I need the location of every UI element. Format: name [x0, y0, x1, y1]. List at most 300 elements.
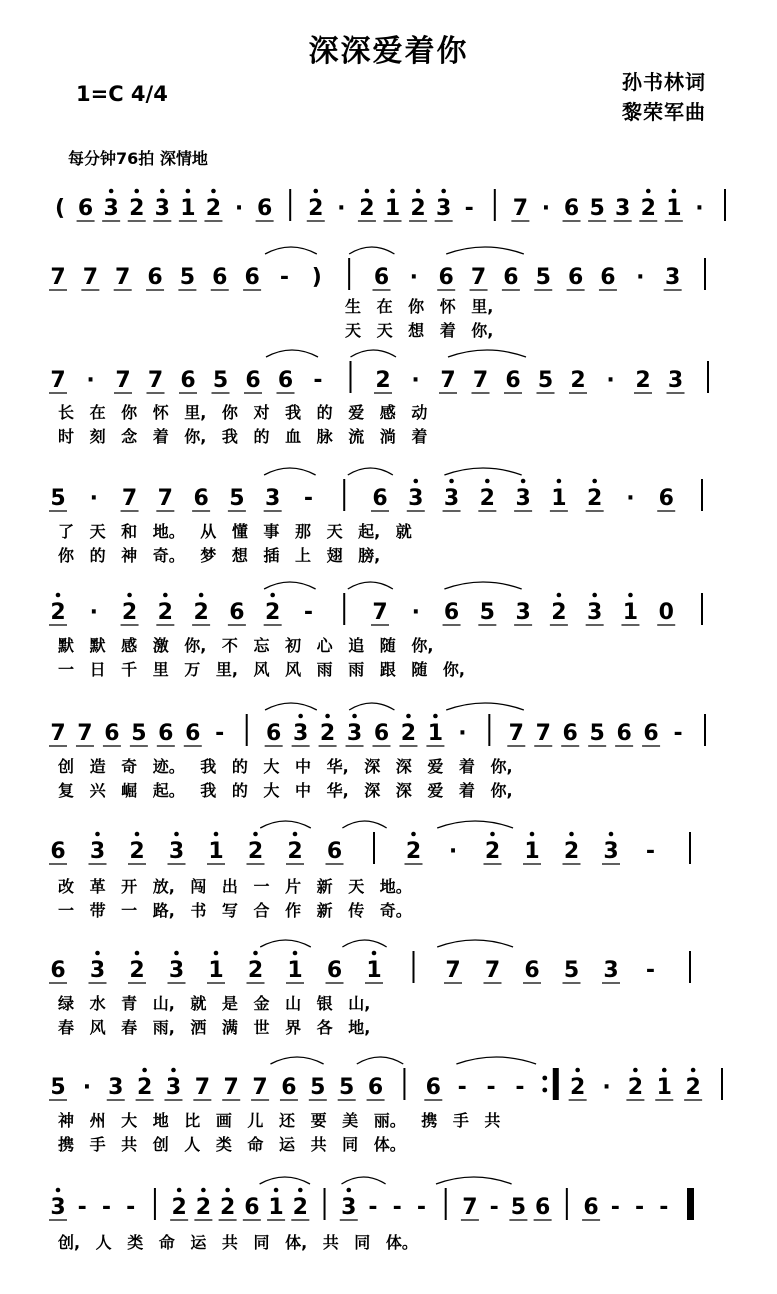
octave-dot — [95, 951, 100, 956]
note: 6 — [583, 1195, 599, 1220]
note: 3 — [168, 839, 185, 864]
lyric-row: 一 日 千 里 万 里, 风 风 雨 雨 跟 随 你, — [58, 660, 466, 679]
note: 6 — [77, 196, 94, 221]
note: 3 — [587, 600, 603, 625]
slur-arc — [349, 247, 394, 254]
octave-dot — [416, 189, 421, 194]
note: ) — [311, 265, 322, 290]
dash-note: - — [464, 196, 474, 221]
octave-dot — [372, 951, 377, 956]
octave-dot — [313, 189, 318, 194]
note: 3 — [154, 196, 170, 221]
lyric-row: 创 造 奇 迹。 我 的 大 中 华, 深 深 爱 着 你, — [58, 757, 513, 776]
octave-dot — [214, 832, 219, 837]
note: 6 — [658, 486, 674, 511]
lyric-row: 复 兴 崛 起。 我 的 大 中 华, 深 深 爱 着 你, — [58, 781, 513, 800]
dash-note: - — [101, 1195, 112, 1220]
note: 6 — [563, 196, 580, 221]
slur-arc — [260, 1177, 310, 1184]
note: 6 — [326, 839, 343, 864]
composer-credit: 黎荣军曲 — [622, 100, 706, 124]
slur-arc — [266, 350, 318, 357]
note: 5 — [339, 1075, 355, 1100]
note: 6 — [443, 600, 460, 625]
octave-dot — [253, 832, 258, 837]
note: 3 — [603, 839, 619, 864]
note: 6 — [147, 265, 163, 290]
octave-dot — [298, 1188, 303, 1193]
dash-note: - — [673, 721, 683, 746]
octave-dot — [135, 951, 140, 956]
note: 5 — [50, 1075, 66, 1100]
octave-dot — [485, 479, 490, 484]
note: 2 — [129, 196, 145, 221]
dash-note: - — [634, 1195, 645, 1220]
dot-note: · — [626, 486, 635, 511]
slur-arc — [436, 1177, 512, 1184]
note: 6 — [438, 265, 454, 290]
slur-arc — [264, 468, 316, 475]
octave-dot — [253, 951, 258, 956]
note: 5 — [229, 486, 245, 511]
note: 2 — [405, 839, 422, 864]
note: 3 — [664, 265, 681, 290]
note: 1 — [180, 196, 196, 221]
lyric-row: 天 天 想 着 你, — [345, 321, 494, 340]
note: 6 — [185, 721, 201, 746]
note: 6 — [505, 368, 521, 393]
note: 7 — [50, 721, 66, 746]
note: 7 — [440, 368, 456, 393]
octave-dot — [530, 832, 535, 837]
note: 3 — [265, 486, 281, 511]
octave-dot — [177, 1188, 182, 1193]
note: 3 — [89, 839, 106, 864]
note: 3 — [615, 196, 631, 221]
lyric-row: 一 带 一 路, 书 写 合 作 新 传 奇。 — [58, 901, 412, 920]
dot-note: · — [695, 196, 704, 221]
dot-note: · — [337, 196, 346, 221]
note: 3 — [515, 600, 531, 625]
octave-dot — [56, 1188, 61, 1193]
octave-dot — [557, 479, 562, 484]
slur-arc — [348, 468, 393, 475]
slur-arc — [342, 940, 386, 947]
note: 6 — [281, 1075, 297, 1100]
dash-note: - — [215, 721, 225, 746]
dash-note: - — [392, 1195, 402, 1220]
dash-note: - — [126, 1195, 136, 1220]
repeat-dot — [542, 1088, 547, 1093]
note: 3 — [292, 721, 309, 746]
lyric-row: 时 刻 念 着 你, 我 的 血 脉 流 淌 着 — [58, 427, 428, 446]
note: 6 — [373, 721, 390, 746]
lyric-row: 你 的 神 奇。 梦 想 插 上 翅 膀, — [58, 546, 381, 565]
note: 5 — [510, 1195, 527, 1220]
octave-dot — [95, 832, 100, 837]
octave-dot — [199, 593, 204, 598]
note: 5 — [589, 196, 605, 221]
dot-note: · — [82, 1075, 92, 1100]
note: 5 — [212, 368, 229, 393]
note: 3 — [165, 1075, 182, 1100]
slur-arc — [265, 703, 317, 710]
note: 7 — [470, 265, 487, 290]
note: 2 — [247, 958, 264, 983]
note: 6 — [567, 265, 584, 290]
octave-dot — [134, 189, 139, 194]
octave-dot — [390, 189, 395, 194]
octave-dot — [352, 714, 357, 719]
octave-dot — [274, 1188, 279, 1193]
note: 7 — [115, 368, 131, 393]
dash-note: - — [645, 839, 656, 864]
note: 7 — [194, 1075, 211, 1100]
octave-dot — [433, 714, 438, 719]
note: 2 — [484, 839, 501, 864]
note: 3 — [89, 958, 106, 983]
note: 2 — [219, 1195, 236, 1220]
note: 6 — [244, 1195, 260, 1220]
note: 2 — [635, 368, 651, 393]
note: 3 — [108, 1075, 124, 1100]
note: 5 — [535, 265, 551, 290]
dot-note: · — [86, 368, 95, 393]
octave-dot — [609, 832, 614, 837]
note: 2 — [587, 486, 603, 511]
note: 2 — [50, 600, 66, 625]
note: 5 — [537, 368, 554, 393]
note: 5 — [179, 265, 196, 290]
note: 3 — [435, 196, 452, 221]
note: 7 — [157, 486, 173, 511]
octave-dot — [109, 189, 114, 194]
note: 2 — [195, 1195, 212, 1220]
dash-note: - — [489, 1195, 499, 1220]
note: 2 — [292, 1195, 308, 1220]
note: 5 — [310, 1075, 326, 1100]
octave-dot — [135, 832, 140, 837]
note: 2 — [171, 1195, 187, 1220]
note: 6 — [158, 721, 174, 746]
note: 2 — [319, 721, 336, 746]
note: 6 — [524, 958, 540, 983]
note: 6 — [616, 721, 632, 746]
note: ( — [54, 196, 66, 221]
octave-dot — [646, 189, 651, 194]
note: 3 — [667, 368, 684, 393]
note: 1 — [622, 600, 639, 625]
slur-arc — [437, 940, 513, 947]
note: 2 — [569, 1075, 586, 1100]
note: 2 — [640, 196, 656, 221]
note: 2 — [551, 600, 567, 625]
note: 7 — [77, 721, 93, 746]
octave-dot — [293, 832, 298, 837]
octave-dot — [490, 832, 495, 837]
note: 5 — [563, 958, 580, 983]
dot-note: · — [448, 839, 458, 864]
octave-dot — [413, 479, 418, 484]
note: 6 — [104, 721, 120, 746]
dot-note: · — [89, 486, 98, 511]
note: 6 — [50, 958, 66, 983]
note: 1 — [427, 721, 444, 746]
note: 2 — [287, 839, 303, 864]
lyricist-credit: 孙书林词 — [622, 70, 706, 94]
slur-arc — [270, 1057, 323, 1064]
note: 2 — [627, 1075, 644, 1100]
octave-dot — [406, 714, 411, 719]
octave-dot — [346, 1188, 351, 1193]
slur-arc — [446, 703, 524, 710]
note: 7 — [50, 265, 66, 290]
octave-dot — [298, 714, 303, 719]
note: 3 — [341, 1195, 357, 1220]
note: 2 — [308, 196, 324, 221]
octave-dot — [691, 1068, 696, 1073]
dash-note: - — [77, 1195, 87, 1220]
note: 3 — [50, 1195, 66, 1220]
note: 3 — [408, 486, 424, 511]
note: 1 — [384, 196, 401, 221]
dash-note: - — [303, 600, 314, 625]
note: 2 — [410, 196, 426, 221]
octave-dot — [672, 189, 677, 194]
dash-note: - — [515, 1075, 525, 1100]
note: 7 — [535, 721, 551, 746]
note: 5 — [589, 721, 605, 746]
lyric-row: 创, 人 类 命 运 共 同 体, 共 同 体。 — [58, 1233, 418, 1252]
repeat-dot — [542, 1076, 547, 1081]
octave-dot — [201, 1188, 206, 1193]
note: 5 — [50, 486, 66, 511]
slur-arc — [437, 821, 513, 828]
dot-note: · — [606, 368, 615, 393]
note: 6 — [372, 486, 388, 511]
note: 7 — [512, 196, 529, 221]
octave-dot — [174, 832, 179, 837]
octave-dot — [411, 832, 416, 837]
note: 6 — [643, 721, 659, 746]
note: 2 — [157, 600, 173, 625]
repeat-bar-line — [553, 1068, 559, 1100]
note: 6 — [425, 1075, 441, 1100]
note: 6 — [326, 958, 343, 983]
note: 6 — [373, 265, 390, 290]
octave-dot — [163, 593, 168, 598]
note: 2 — [136, 1075, 153, 1100]
dash-note: - — [416, 1195, 427, 1220]
note: 1 — [551, 486, 567, 511]
octave-dot — [441, 189, 446, 194]
slur-arc — [448, 350, 526, 357]
dot-note: · — [458, 721, 467, 746]
note: 1 — [287, 958, 303, 983]
note: 1 — [366, 958, 382, 983]
dash-note: - — [313, 368, 323, 393]
note: 6 — [229, 600, 245, 625]
note: 2 — [193, 600, 209, 625]
dot-note: · — [89, 600, 98, 625]
lyric-row: 了 天 和 地。 从 懂 事 那 天 起, 就 — [58, 522, 412, 541]
octave-dot — [325, 714, 330, 719]
octave-dot — [171, 1068, 176, 1073]
lyric-row: 长 在 你 怀 里, 你 对 我 的 爱 感 动 — [58, 403, 428, 422]
note: 7 — [121, 486, 138, 511]
note: 6 — [245, 368, 261, 393]
octave-dot — [127, 593, 132, 598]
octave-dot — [365, 189, 370, 194]
dot-note: · — [541, 196, 551, 221]
slur-arc — [342, 821, 386, 828]
octave-dot — [142, 1068, 147, 1073]
note: 1 — [268, 1195, 284, 1220]
slur-arc — [342, 1177, 386, 1184]
note: 7 — [445, 958, 461, 983]
lyric-row: 春 风 春 雨, 洒 满 世 界 各 地, — [58, 1018, 371, 1037]
octave-dot — [214, 951, 219, 956]
dash-note: - — [659, 1195, 669, 1220]
note: 3 — [346, 721, 363, 746]
note: 6 — [503, 265, 519, 290]
octave-dot — [270, 593, 275, 598]
note: 2 — [265, 600, 281, 625]
note: 2 — [570, 368, 586, 393]
key-signature: 1=C 4/4 — [76, 82, 168, 106]
note: 1 — [208, 958, 224, 983]
dash-note: - — [279, 265, 290, 290]
octave-dot — [633, 1068, 638, 1073]
note: 7 — [82, 265, 99, 290]
slur-arc — [444, 582, 521, 589]
dot-note: · — [411, 600, 420, 625]
octave-dot — [211, 189, 216, 194]
dash-note: - — [610, 1195, 620, 1220]
note: 0 — [658, 600, 674, 625]
note: 1 — [208, 839, 224, 864]
note: 2 — [479, 486, 495, 511]
dot-note: · — [602, 1075, 611, 1100]
note: 1 — [666, 196, 682, 221]
octave-dot — [628, 593, 633, 598]
note: 6 — [277, 368, 294, 393]
note: 7 — [508, 721, 524, 746]
note: 6 — [600, 265, 616, 290]
note: 2 — [375, 368, 391, 393]
note: 7 — [484, 958, 501, 983]
slur-arc — [264, 582, 316, 589]
lyric-row: 绿 水 青 山, 就 是 金 山 银 山, — [58, 994, 371, 1013]
octave-dot — [225, 1188, 230, 1193]
note: 6 — [193, 486, 209, 511]
slur-arc — [265, 247, 317, 254]
octave-dot — [575, 1068, 580, 1073]
dot-note: · — [234, 196, 244, 221]
octave-dot — [56, 593, 61, 598]
octave-dot — [557, 593, 562, 598]
slur-arc — [348, 582, 393, 589]
octave-dot — [521, 479, 526, 484]
note: 2 — [359, 196, 375, 221]
slur-arc — [456, 1057, 536, 1064]
octave-dot — [449, 479, 454, 484]
note: 2 — [121, 600, 138, 625]
note: 3 — [103, 196, 119, 221]
dash-note: - — [486, 1075, 496, 1100]
note: 1 — [524, 839, 540, 864]
octave-dot — [592, 593, 597, 598]
note: 7 — [115, 265, 131, 290]
dot-note: · — [409, 265, 419, 290]
note: 2 — [205, 196, 222, 221]
slur-arc — [351, 350, 397, 357]
note: 2 — [129, 839, 145, 864]
dash-note: - — [645, 958, 656, 983]
note: 6 — [212, 265, 228, 290]
dash-note: - — [368, 1195, 378, 1220]
note: 5 — [131, 721, 147, 746]
note: 2 — [400, 721, 417, 746]
lyric-row: 携 手 共 创 人 类 命 运 共 同 体。 — [58, 1135, 406, 1154]
note: 7 — [50, 368, 66, 393]
lyric-row: 默 默 感 激 你, 不 忘 初 心 追 随 你, — [58, 636, 434, 655]
note: 2 — [129, 958, 145, 983]
note: 6 — [244, 265, 260, 290]
dot-note: · — [636, 265, 645, 290]
note: 3 — [515, 486, 531, 511]
octave-dot — [186, 189, 191, 194]
slur-arc — [444, 468, 521, 475]
slur-arc — [349, 703, 394, 710]
dash-note: - — [457, 1075, 467, 1100]
note: 2 — [563, 839, 580, 864]
note: 3 — [603, 958, 619, 983]
note: 3 — [443, 486, 460, 511]
dash-note: - — [303, 486, 314, 511]
note: 7 — [252, 1075, 268, 1100]
note: 3 — [168, 958, 185, 983]
dot-note: · — [411, 368, 420, 393]
slur-arc — [357, 1057, 403, 1064]
octave-dot — [293, 951, 298, 956]
slur-arc — [446, 247, 524, 254]
note: 7 — [462, 1195, 478, 1220]
note: 6 — [367, 1075, 384, 1100]
note: 5 — [479, 600, 495, 625]
lyric-row: 神 州 大 地 比 画 儿 还 要 美 丽。 携 手 共 — [58, 1111, 501, 1130]
note: 6 — [180, 368, 196, 393]
note: 6 — [50, 839, 66, 864]
note: 6 — [266, 721, 282, 746]
note: 6 — [256, 196, 273, 221]
octave-dot — [569, 832, 574, 837]
slur-arc — [260, 821, 311, 828]
note: 6 — [534, 1195, 551, 1220]
final-bar-line — [687, 1188, 694, 1220]
octave-dot — [174, 951, 179, 956]
song-title: 深深爱着你 — [308, 34, 469, 69]
note: 7 — [223, 1075, 239, 1100]
note: 2 — [685, 1075, 701, 1100]
octave-dot — [160, 189, 165, 194]
note: 7 — [147, 368, 164, 393]
note: 2 — [247, 839, 264, 864]
note: 1 — [656, 1075, 672, 1100]
note: 6 — [562, 721, 578, 746]
slur-arc — [260, 940, 311, 947]
octave-dot — [662, 1068, 667, 1073]
